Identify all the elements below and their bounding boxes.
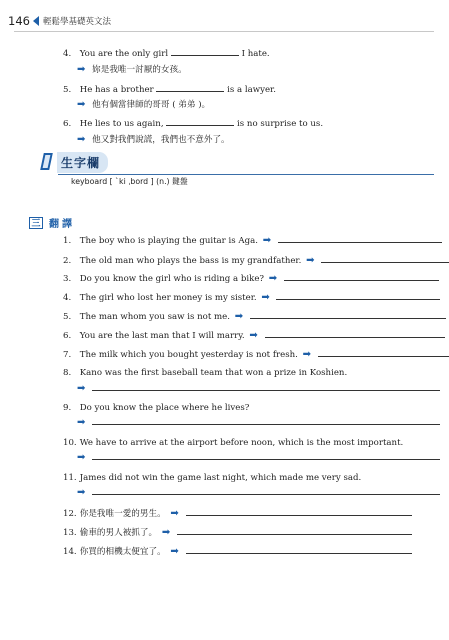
arrow-right-icon: ➡ — [77, 417, 86, 428]
header-divider — [14, 31, 434, 32]
item-answer — [77, 134, 230, 146]
arrow-right-icon: ➡ — [77, 99, 86, 110]
translation-item — [63, 273, 439, 285]
item-answer — [77, 99, 210, 111]
answer-blank[interactable] — [166, 118, 234, 126]
arrow-right-icon: ➡ — [306, 255, 315, 266]
item-text-post: is no surprise to us. — [237, 119, 324, 129]
vocab-header — [40, 151, 108, 173]
arrow-right-icon: ➡ — [261, 292, 270, 303]
item-text-post: is a lawyer. — [227, 85, 276, 95]
item-text: Kano was the first baseball team that won a prize in Koshien. — [79, 368, 348, 378]
answer-line[interactable] — [318, 349, 449, 357]
arrow-right-icon: ➡ — [77, 487, 86, 498]
arrow-right-icon: ➡ — [77, 64, 86, 75]
item-number: 3. — [63, 274, 72, 284]
arrow-right-icon: ➡ — [77, 134, 86, 145]
translation-item — [63, 403, 249, 414]
item-text: 你是我唯一愛的男生。 — [79, 509, 166, 519]
item-text: 你買的相機太便宜了。 — [79, 547, 166, 557]
book-title: 輕鬆學基礎英文法 — [42, 17, 111, 27]
item-number: 6. — [63, 331, 72, 341]
translation-item — [63, 292, 440, 304]
item-text-pre: He lies to us again, — [79, 119, 164, 129]
item-text: Do you know the girl who is riding a bike? — [79, 274, 265, 284]
book-icon — [40, 152, 53, 172]
arrow-right-icon: ➡ — [77, 383, 86, 394]
vocab-divider — [58, 174, 434, 175]
item-text-pre: He has a brother — [79, 85, 154, 95]
answer-line[interactable] — [92, 383, 440, 391]
item-text: 偷車的男人被抓了。 — [79, 528, 158, 538]
item-number: 11. — [63, 473, 77, 483]
item-number: 5. — [63, 312, 72, 322]
item-text: The old man who plays the bass is my grandfather. — [79, 256, 302, 266]
answer-line[interactable] — [177, 527, 412, 535]
item-text: We have to arrive at the airport before noon, which is the most important. — [79, 438, 404, 448]
answer-text: 他又對我們說謊，我們也不意外了。 — [92, 135, 230, 145]
item-number: 5. — [63, 85, 72, 95]
page-header — [8, 13, 111, 29]
answer-row — [77, 452, 440, 464]
translation-item — [63, 255, 449, 267]
answer-line[interactable] — [321, 255, 449, 263]
item-text: You are the last man that I will marry. — [79, 331, 245, 341]
translation-item — [63, 438, 403, 449]
item-number: 14. — [63, 547, 77, 557]
answer-blank[interactable] — [156, 84, 224, 92]
arrow-right-icon: ➡ — [249, 330, 258, 341]
answer-row — [77, 487, 440, 499]
item-number: 1. — [63, 236, 72, 246]
item-text: The boy who is playing the guitar is Aga. — [79, 236, 258, 246]
page-number: 146 — [8, 14, 30, 28]
answer-line[interactable] — [284, 273, 439, 281]
answer-line[interactable] — [186, 546, 412, 554]
section-header — [29, 215, 75, 230]
translation-item — [63, 311, 446, 323]
arrow-right-icon: ➡ — [234, 311, 244, 322]
arrow-right-icon: ➡ — [268, 273, 278, 284]
answer-blank[interactable] — [171, 48, 239, 56]
translation-item — [63, 349, 449, 361]
answer-line[interactable] — [92, 417, 440, 425]
arrow-right-icon: ➡ — [170, 546, 179, 557]
translation-item — [63, 508, 412, 520]
translation-item — [63, 235, 442, 247]
answer-text: 妳是我唯一討厭的女孩。 — [92, 65, 187, 75]
answer-line[interactable] — [186, 508, 412, 516]
item-text: The girl who lost her money is my sister. — [79, 293, 257, 303]
translation-item — [63, 368, 347, 379]
item-answer — [77, 64, 187, 76]
answer-line[interactable] — [265, 330, 445, 338]
arrow-right-icon: ➡ — [77, 452, 86, 463]
item-number: 4. — [63, 49, 72, 59]
item-text: James did not win the game last night, which made me very sad. — [79, 473, 362, 483]
item-number: 13. — [63, 528, 77, 538]
exercise-item — [63, 118, 323, 130]
arrow-right-icon: ➡ — [161, 527, 171, 538]
item-text: The milk which you bought yesterday is not fresh. — [79, 350, 298, 360]
translation-item — [63, 330, 445, 342]
translation-item — [63, 546, 412, 558]
exercise-item — [63, 48, 270, 60]
arrow-right-icon: ➡ — [262, 235, 272, 246]
item-text-post: I hate. — [241, 49, 270, 59]
item-number: 6. — [63, 119, 72, 129]
item-text-pre: You are the only girl — [79, 49, 169, 59]
answer-line[interactable] — [250, 311, 446, 319]
triangle-marker-icon — [33, 16, 39, 26]
section-title: 翻譯 — [49, 219, 75, 230]
translation-item — [63, 527, 412, 539]
arrow-right-icon: ➡ — [170, 508, 179, 519]
item-text: Do you know the place where he lives? — [79, 403, 250, 413]
item-number: 10. — [63, 438, 77, 448]
answer-row — [77, 383, 440, 395]
answer-text: 他有個當律師的哥哥 ( 弟弟 )。 — [92, 100, 211, 110]
item-number: 12. — [63, 509, 77, 519]
item-number: 7. — [63, 350, 72, 360]
item-number: 8. — [63, 368, 72, 378]
answer-line[interactable] — [278, 235, 442, 243]
exercise-item — [63, 84, 276, 96]
vocab-title: 生字欄 — [57, 152, 108, 173]
answer-line[interactable] — [92, 487, 440, 495]
item-number: 4. — [63, 293, 72, 303]
answer-line[interactable] — [276, 292, 440, 300]
answer-line[interactable] — [92, 452, 440, 460]
section-number: 三 — [29, 217, 43, 229]
answer-row — [77, 417, 440, 429]
item-number: 2. — [63, 256, 72, 266]
item-text: The man whom you saw is not me. — [79, 312, 230, 322]
item-number: 9. — [63, 403, 72, 413]
arrow-right-icon: ➡ — [302, 349, 312, 360]
translation-item — [63, 473, 361, 484]
vocab-entry: keyboard [ ˋki ˌbord ] (n.) 鍵盤 — [71, 177, 188, 186]
